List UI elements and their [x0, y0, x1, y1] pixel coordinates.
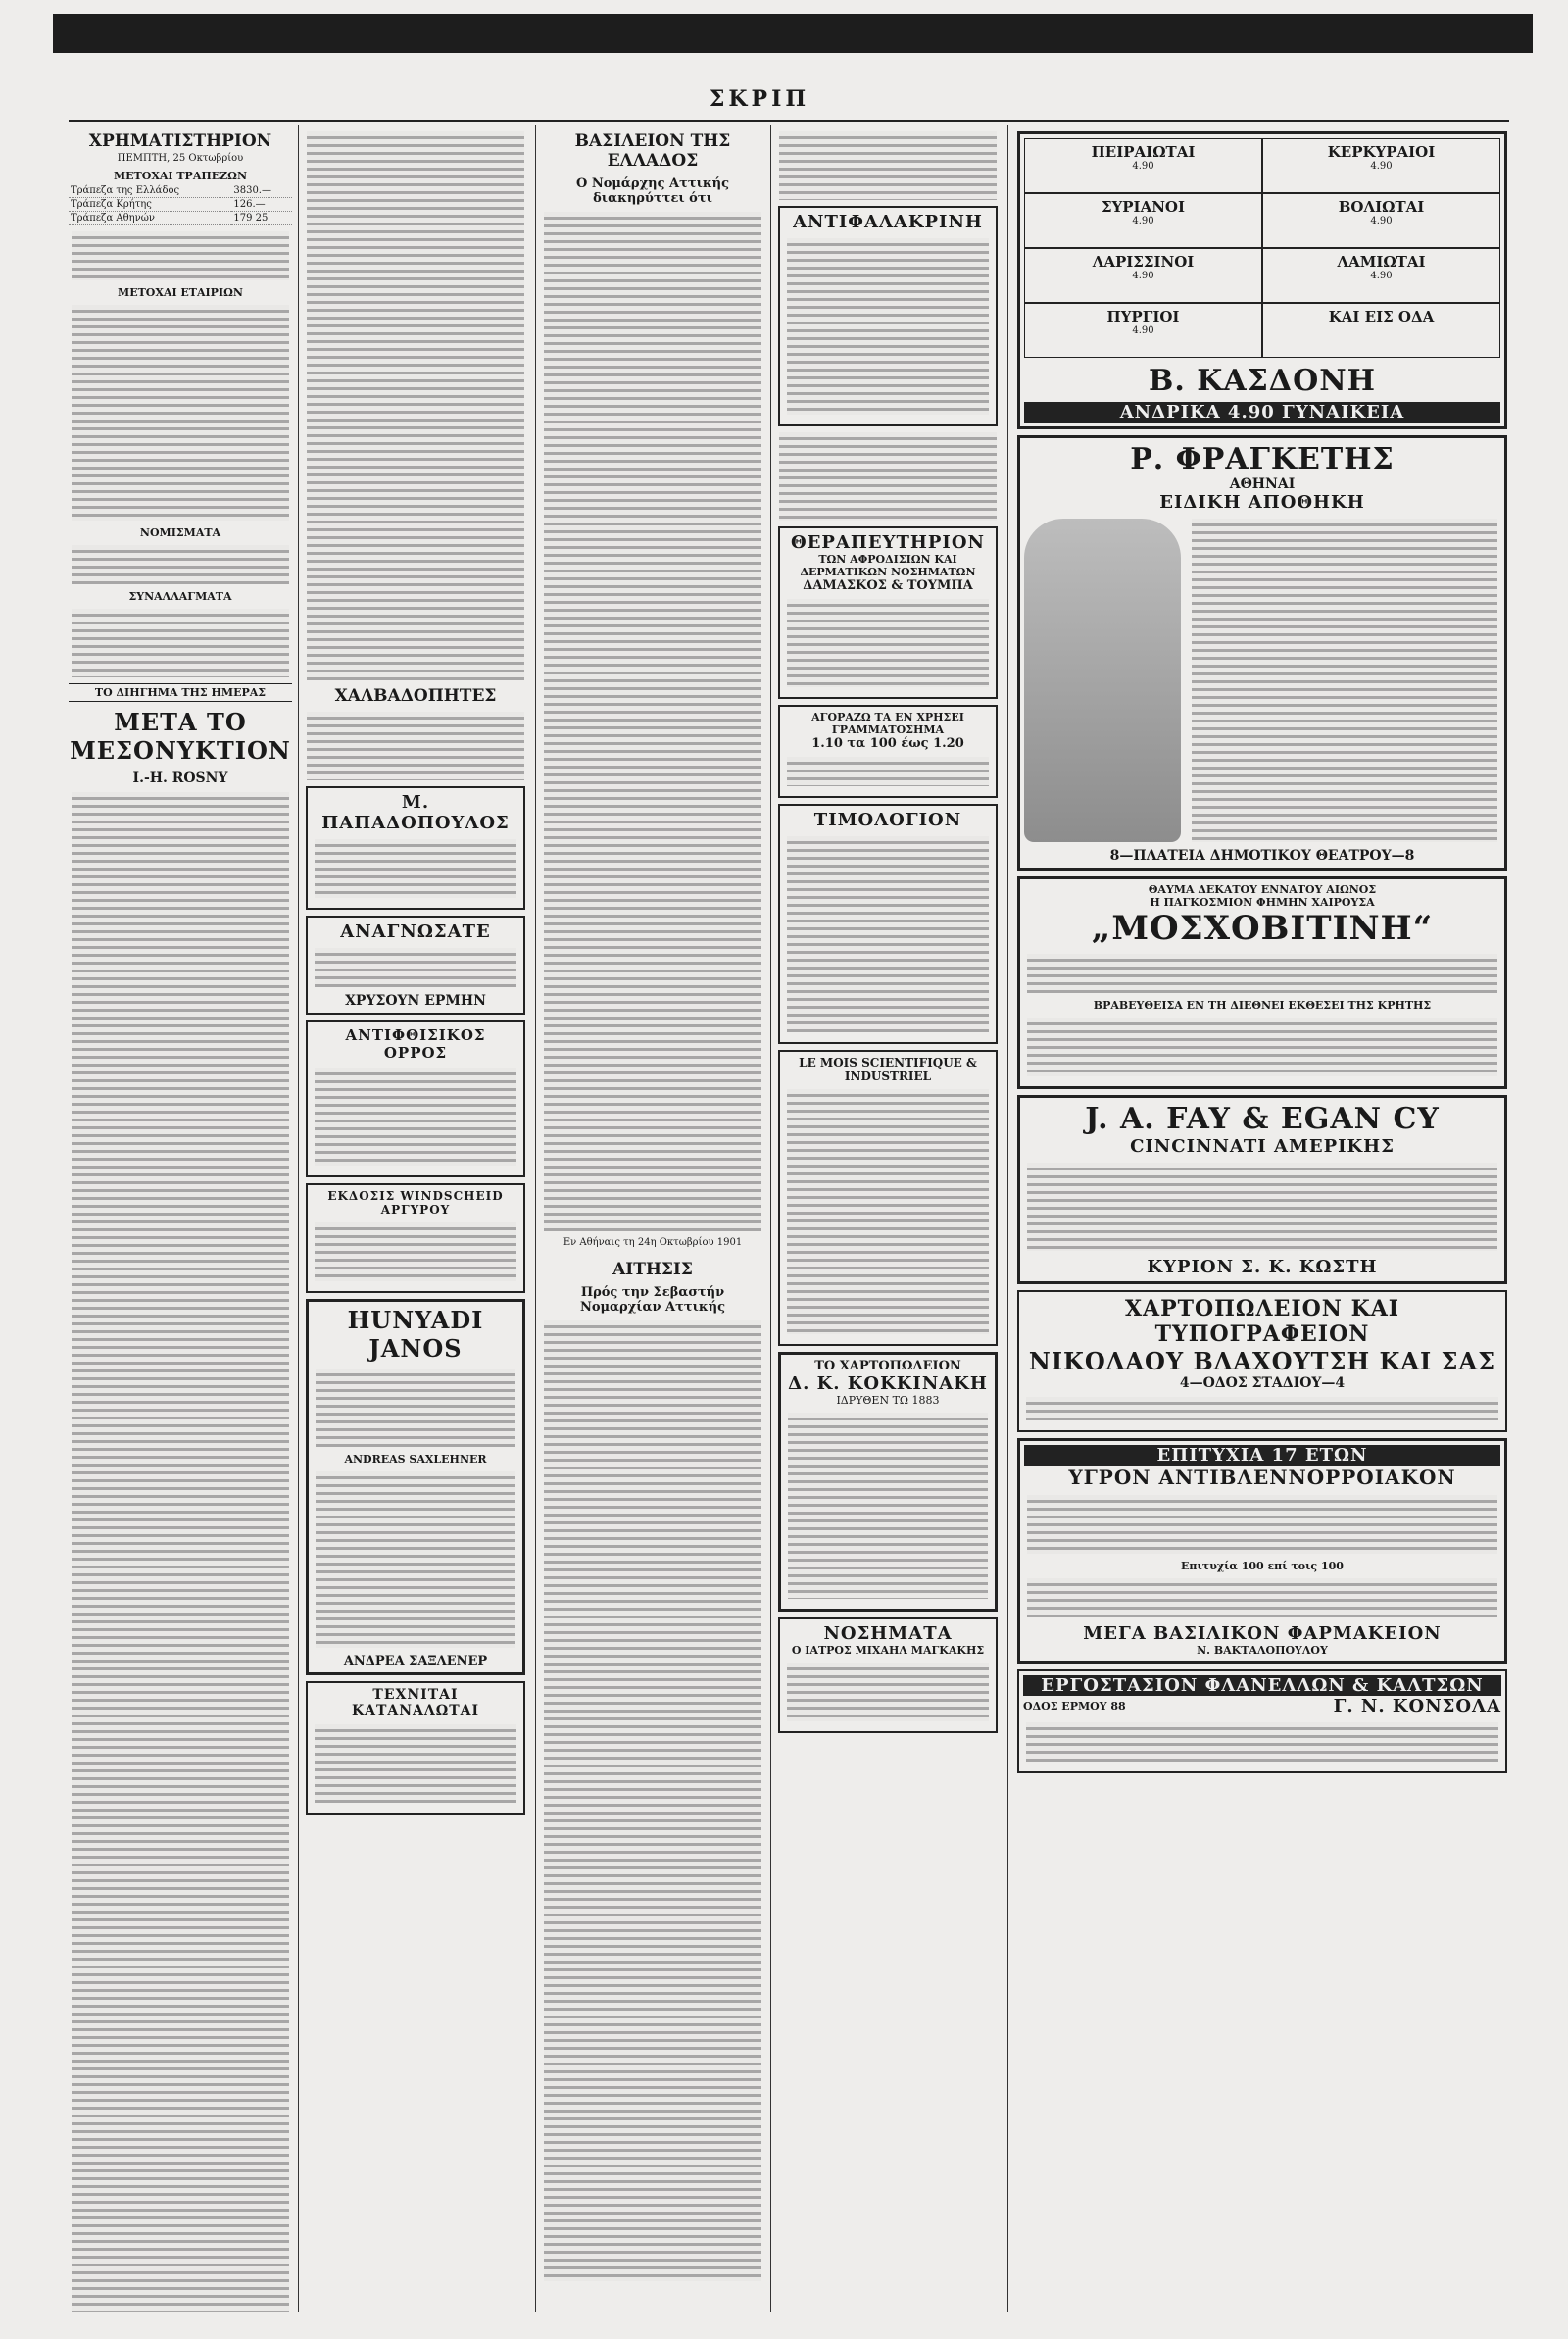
masthead-row — [69, 86, 1509, 122]
advert-prices: 1.10 τα 100 έως 1.20 — [811, 736, 964, 751]
prefect-subtitle: Ο Νομάρχης Αττικής διακηρύττει ότι — [576, 176, 729, 206]
column-2 — [304, 125, 527, 2312]
advert-name: Ο ΙΑΤΡΟΣ ΜΙΧΑΗΛ ΜΑΓΚΑΚΗΣ — [791, 1644, 985, 1657]
advert-subtitle: ΤΩΝ ΑΦΡΟΔΙΣΙΩΝ ΚΑΙ ΔΕΡΜΑΤΙΚΩΝ ΝΟΣΗΜΑΤΩΝ — [800, 553, 976, 578]
text-block — [787, 1663, 989, 1721]
advert-title: ΧΑΡΤΟΠΩΛΕΙΟΝ ΚΑΙ ΤΥΠΟΓΡΑΦΕΙΟΝ — [1124, 1296, 1400, 1347]
store-cell: ΠΥΡΓΙΟΙ 4.90 — [1024, 303, 1262, 358]
pharmacy-title: ΜΕΓΑ ΒΑΣΙΛΙΚΟΝ ΦΑΡΜΑΚΕΙΟΝ — [1083, 1623, 1442, 1644]
text-block — [1027, 1163, 1497, 1251]
kasdoni-footer: ΑΝΔΡΙΚΑ 4.90 ΓΥΝΑΙΚΕΙΑ — [1024, 402, 1500, 423]
advert-clinic — [778, 526, 998, 699]
banks-header: ΜΕΤΟΧΑΙ ΤΡΑΠΕΖΩΝ — [113, 170, 247, 182]
advert-title: HUNYADI JANOS — [347, 1306, 484, 1363]
advert-title: ΑΝΤΙΦΑΛΑΚΡΙΝΗ — [793, 212, 983, 232]
text-block — [72, 545, 289, 584]
advert-title: ΤΙΜΟΛΟΓΙΟΝ — [813, 810, 962, 830]
text-block — [315, 839, 516, 898]
advert-le-mois — [778, 1050, 998, 1346]
store-cell: ΛΑΡΙΣΣΙΝΟΙ 4.90 — [1024, 248, 1262, 303]
currency-header: ΝΟΜΙΣΜΑΤΑ — [139, 526, 221, 539]
text-block — [1026, 1397, 1498, 1420]
advert-title: ΘΕΡΑΠΕΥΤΗΡΙΟΝ — [791, 532, 985, 553]
frangetis-subtitle: ΕΙΔΙΚΗ ΑΠΟΘΗΚΗ — [1159, 492, 1365, 513]
column-rule — [1007, 125, 1008, 2312]
text-block — [1027, 1018, 1497, 1076]
advert-title: ΑΝΑΓΝΩΣΑΤΕ — [340, 921, 491, 942]
text-block — [316, 1471, 515, 1648]
petition-text — [544, 1320, 761, 2281]
text-block — [307, 712, 524, 780]
text-block — [1027, 1578, 1497, 1617]
figure-illustration — [1024, 519, 1181, 842]
daily-story-section: ΤΟ ΔΙΗΓΗΜΑ ΤΗΣ ΗΜΕΡΑΣ — [69, 683, 292, 702]
store-cell: ΒΟΛΙΩΤΑΙ 4.90 — [1262, 193, 1500, 248]
text-block — [787, 238, 989, 415]
story-text — [72, 792, 289, 2312]
advert-title: ΕΡΓΟΣΤΑΣΙΟΝ ΦΛΑΝΕΛΛΩΝ & ΚΑΛΤΣΩΝ — [1023, 1675, 1501, 1696]
advert-hunyadi — [306, 1299, 525, 1675]
banks-table — [69, 184, 292, 225]
text-block — [787, 599, 989, 687]
advert-title: ΕΚΔΟΣΙΣ WINDSCHEID ΑΡΓΥΡΟΥ — [327, 1189, 504, 1217]
text-block — [787, 836, 989, 1032]
exchange-header: ΣΥΝΑΛΛΑΓΜΑΤΑ — [128, 590, 232, 603]
petition-title: ΑΙΤΗΣΙΣ — [612, 1260, 693, 1279]
text-block — [315, 1724, 516, 1803]
advert-antifalakrini — [778, 206, 998, 426]
store-cell: ΚΕΡΚΥΡΑΙΟΙ 4.90 — [1262, 138, 1500, 193]
text-block — [788, 1413, 988, 1599]
advert-windscheid — [306, 1183, 525, 1293]
advert-name: ANDREAS SAXLEHNER — [344, 1453, 487, 1466]
advert-antiblennorrhoic — [1017, 1438, 1507, 1664]
advert-subtitle: CINCINNATI ΑΜΕΡΙΚΗΣ — [1130, 1136, 1395, 1157]
decree-text — [544, 212, 761, 1231]
advert-flannel — [1017, 1669, 1507, 1773]
text-block — [1192, 519, 1497, 842]
advert-price: Επιτυχία 100 επί τοις 100 — [1181, 1560, 1344, 1572]
top-border-band — [53, 14, 1533, 53]
companies-header: ΜΕΤΟΧΑΙ ΕΤΑΙΡΙΩΝ — [118, 286, 243, 299]
advert-read — [306, 916, 525, 1015]
column-1 — [69, 125, 292, 2312]
advert-title: ΑΓΟΡΑΖΩ ΤΑ ΕΝ ΧΡΗΣΕΙ ΓΡΑΜΜΑΤΟΣΗΜΑ — [811, 711, 964, 736]
petition-to: Πρός την Σεβαστήν Νομαρχίαν Αττικής — [579, 1285, 726, 1315]
text-block — [1026, 1722, 1498, 1762]
advert-fay — [1017, 1095, 1507, 1284]
advert-vlachoutsi — [1017, 1290, 1507, 1432]
advert-pricelist — [778, 804, 998, 1044]
story-byline: Ι.-Η. ROSNY — [132, 771, 228, 786]
text-block — [1027, 954, 1497, 993]
advert-title: LE MOIS SCIENTIFIQUE & INDUSTRIEL — [799, 1056, 977, 1083]
advert-name: Δ. Κ. ΚΟΚΚΙΝΑΚΗ — [788, 1373, 988, 1394]
stores-grid — [1024, 138, 1500, 358]
flannel-row — [1023, 1696, 1501, 1717]
advert-top: ΕΠΙΤΥΧΙΑ 17 ΕΤΩΝ — [1024, 1445, 1500, 1466]
advert-address: 4—ΟΔΟΣ ΣΤΑΔΙΟΥ—4 — [1179, 1375, 1346, 1391]
table-row: Τράπεζα Αθηνών 179 25 — [69, 212, 292, 225]
store-cell: ΚΑΙ ΕΙΣ ΟΔΑ — [1262, 303, 1500, 358]
advert-name: Μ. ΠΑΠΑΔΟΠΟΥΛΟΣ — [321, 792, 510, 833]
text-block — [316, 1369, 515, 1447]
text-block — [1027, 1495, 1497, 1554]
table-row: Τράπεζα της Ελλάδος 3830.— — [69, 184, 292, 198]
column-3 — [541, 125, 764, 2312]
decree-date: Εν Αθήναις τη 24η Οκτωβρίου 1901 — [563, 1237, 743, 1248]
frangetis-name: Ρ. ΦΡΑΓΚΕΤΗΣ — [1130, 442, 1395, 476]
store-cell: ΠΕΙΡΑΙΩΤΑΙ 4.90 — [1024, 138, 1262, 193]
advert-line: ΧΡΥΣΟΥΝ ΕΡΜΗΝ — [345, 993, 486, 1009]
advert-note: ΒΡΑΒΕΥΘΕΙΣΑ ΕΝ ΤΗ ΔΙΕΘΝΕΙ ΕΚΘΕΣΕΙ ΤΗΣ ΚΡΗΤΗΣ — [1093, 999, 1432, 1012]
advert-frangetis — [1017, 435, 1507, 871]
advert-title: ΥΓΡΟΝ ΑΝΤΙΒΛΕΝΝΟΡΡΟΙΑΚΟΝ — [1068, 1466, 1456, 1489]
advert-stamps — [778, 705, 998, 798]
newspaper-page — [69, 86, 1509, 2312]
advert-name: ΝΙΚΟΛΑΟΥ ΒΛΑΧΟΥΤΣΗ ΚΑΙ ΣΑΣ — [1028, 1347, 1496, 1375]
advert-craftsmen — [306, 1681, 525, 1815]
text-block — [315, 1068, 516, 1166]
advert-footer: ΚΥΡΙΟΝ Σ. Κ. ΚΩΣΤΗ — [1147, 1257, 1378, 1277]
news-heading: ΧΑΛΒΑΔΟΠΗΤΕΣ — [334, 686, 497, 706]
advert-papadopoulos — [306, 786, 525, 910]
story-continuation — [307, 131, 524, 680]
store-cell: ΣΥΡΙΑΝΟΙ 4.90 — [1024, 193, 1262, 248]
advert-title: J. A. FAY & EGAN CY — [1085, 1102, 1440, 1136]
masthead-title: ΣΚΡΙΠ — [709, 86, 810, 112]
advert-title: ΑΝΤΙΦΘΙΣΙΚΟΣ ΟΡΡΟΣ — [345, 1026, 486, 1062]
column-rule — [770, 125, 771, 2312]
advert-subtitle: Η ΠΑΓΚΟΣΜΙΟΝ ΦΗΜΗΝ ΧΑΙΡΟΥΣΑ — [1150, 896, 1375, 909]
text-block — [72, 305, 289, 521]
store-cell: ΛΑΜΙΩΤΑΙ 4.90 — [1262, 248, 1500, 303]
kingdom-title: ΒΑΣΙΛΕΙΟΝ ΤΗΣ ΕΛΛΑΔΟΣ — [574, 131, 731, 171]
advert-serum — [306, 1020, 525, 1177]
finance-title: ΧΡΗΜΑΤΙΣΤΗΡΙΟΝ — [88, 131, 272, 151]
finance-date: ΠΕΜΠΤΗ, 25 Οκτωβρίου — [117, 153, 244, 164]
advert-title: „ΜΟΣΧΟΒΙΤΙΝΗ“ — [1091, 909, 1434, 948]
advert-title: ΤΟ ΧΑΡΤΟΠΩΛΕΙΟΝ — [814, 1359, 961, 1373]
flannel-name: Γ. Ν. ΚΟΝΣΟΛΑ — [1333, 1696, 1501, 1717]
story-title: ΜΕΤΑ ΤΟ ΜΕΣΟΝΥΚΤΙΟΝ — [70, 708, 291, 765]
text-block — [787, 1089, 989, 1334]
text-block — [72, 609, 289, 677]
column-rule — [298, 125, 299, 2312]
text-block — [779, 432, 997, 521]
column-5 — [1015, 125, 1509, 2312]
text-block — [779, 131, 997, 200]
column-4 — [776, 125, 1000, 2312]
frangetis-city: ΑΘΗΝΑΙ — [1229, 476, 1296, 492]
text-block — [315, 948, 516, 987]
advert-doctor — [778, 1617, 998, 1733]
advert-kokkinaki — [778, 1352, 998, 1612]
kasdoni-name: Β. ΚΑΣΔΟΝΗ — [1149, 364, 1376, 398]
advert-names: ΔΑΜΑΣΚΟΣ & ΤΟΥΜΠΑ — [803, 578, 973, 593]
advert-title: ΤΕΧΝΙΤΑΙ ΚΑΤΑΝΑΛΩΤΑΙ — [351, 1687, 480, 1718]
advert-title: ΝΟΣΗΜΑΤΑ — [823, 1623, 953, 1644]
column-rule — [535, 125, 536, 2312]
advert-footer: ΑΝΔΡΕΑ ΣΑΞΛΕΝΕΡ — [343, 1654, 488, 1668]
flannel-address: ΟΔΟΣ ΕΡΜΟΥ 88 — [1023, 1700, 1126, 1713]
text-block — [787, 757, 989, 786]
text-block — [315, 1222, 516, 1281]
advert-founded: ΙΔΡΥΘΕΝ ΤΩ 1883 — [836, 1394, 940, 1407]
pharmacy-name: Ν. ΒΑΚΤΑΛΟΠΟΥΛΟΥ — [1197, 1644, 1328, 1657]
frangetis-address: 8—ΠΛΑΤΕΙΑ ΔΗΜΟΤΙΚΟΥ ΘΕΑΤΡΟΥ—8 — [1109, 848, 1415, 864]
advert-kasdoni — [1017, 131, 1507, 429]
advert-top: ΘΑΥΜΑ ΔΕΚΑΤΟΥ ΕΝΝΑΤΟΥ ΑΙΩΝΟΣ — [1148, 883, 1377, 896]
advert-moschovitini — [1017, 876, 1507, 1089]
text-block — [72, 231, 289, 280]
table-row: Τράπεζα Κρήτης 126.— — [69, 198, 292, 212]
frangetis-body — [1024, 513, 1500, 848]
